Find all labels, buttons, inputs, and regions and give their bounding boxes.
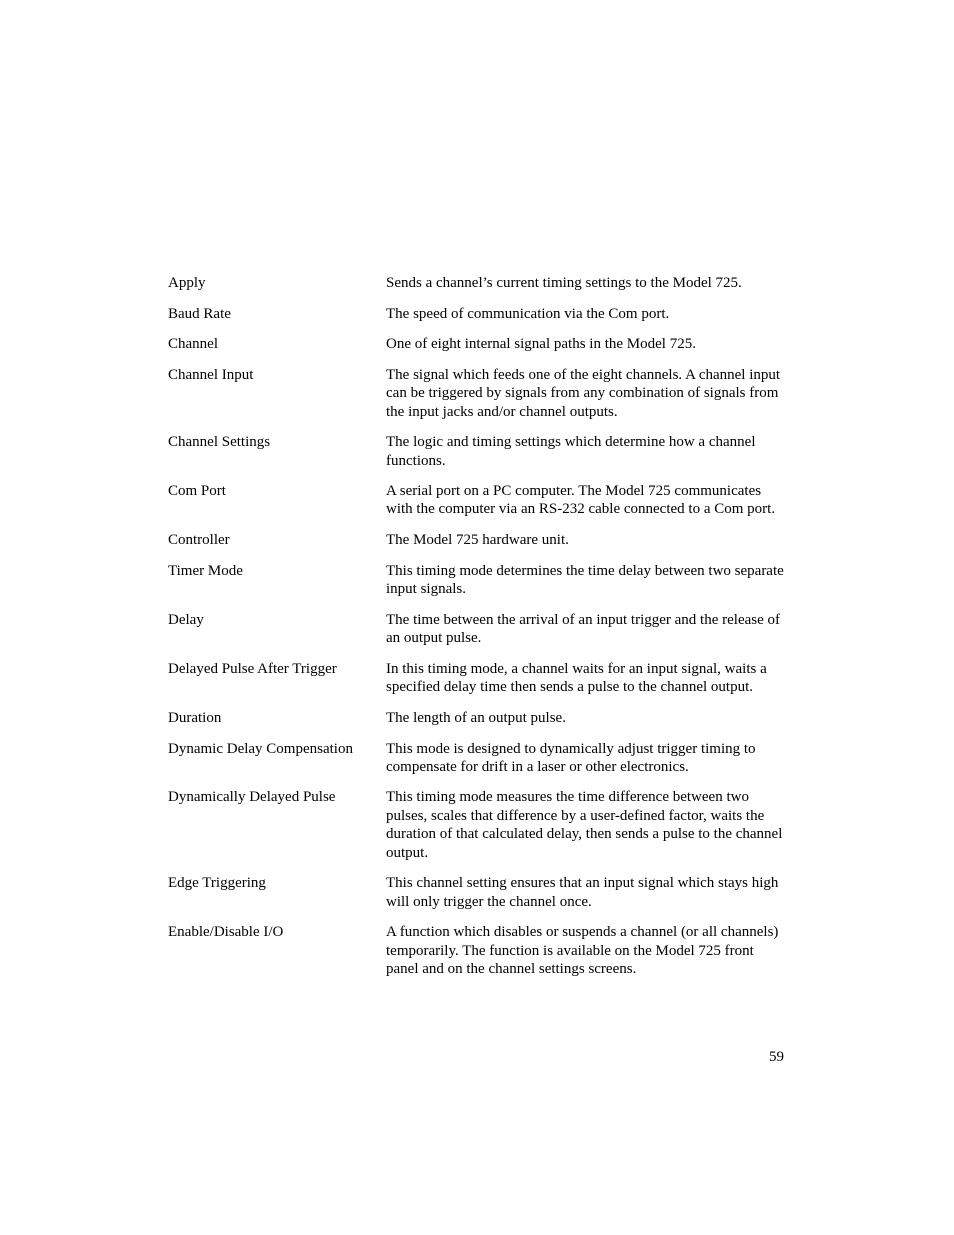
glossary-definition: The Model 725 hardware unit.	[386, 531, 569, 548]
glossary-definition: The time between the arrival of an input trigger and the release of an output pulse.	[386, 611, 780, 647]
glossary-definition: The speed of communication via the Com port.	[386, 305, 670, 322]
glossary-entry	[168, 335, 788, 353]
glossary-term: Dynamically Delayed Pulse	[168, 789, 336, 806]
glossary-entry	[168, 660, 788, 697]
glossary-term: Duration	[168, 709, 222, 726]
glossary-term: Dynamic Delay Compensation	[168, 740, 353, 757]
glossary-definition: The logic and timing settings which determine how a channel functions.	[386, 434, 756, 469]
glossary-definition: The length of an output pulse.	[386, 709, 566, 726]
glossary-term: Enable/Disable I/O	[168, 924, 284, 941]
glossary-definition: A serial port on a PC computer. The Model 725 communicates with the computer via an RS-232 cable connected to a Com port.	[386, 482, 776, 518]
glossary-definition: The signal which feeds one of the eight channels. A channel input can be triggered by signals from any combination of signals from the input jacks and/or channel outputs.	[386, 366, 781, 420]
glossary-term: Edge Triggering	[168, 875, 266, 892]
glossary-entry	[168, 482, 788, 519]
glossary-entry	[168, 874, 788, 911]
glossary-definition: One of eight internal signal paths in the Model 725.	[386, 335, 696, 352]
glossary-list	[168, 274, 788, 978]
glossary-entry	[168, 531, 788, 549]
glossary-definition: This timing mode measures the time difference between two pulses, scales that difference by a user-defined factor, waits the duration of that calculated delay, then sends a pulse to the channel output.	[386, 789, 783, 861]
glossary-term: Delayed Pulse After Trigger	[168, 660, 337, 677]
glossary-definition: Sends a channel’s current timing settings to the Model 725.	[386, 275, 742, 291]
glossary-entry	[168, 923, 788, 978]
glossary-entry	[168, 305, 788, 323]
glossary-entry	[168, 611, 788, 648]
glossary-term: Baud Rate	[168, 305, 231, 322]
glossary-term: Timer Mode	[168, 562, 243, 579]
glossary-term: Channel Input	[168, 366, 254, 383]
glossary-definition: A function which disables or suspends a channel (or all channels) temporarily. The function is available on the Model 725 front panel and on the channel settings screens.	[386, 924, 779, 978]
page-number: 59	[769, 1049, 784, 1065]
glossary-term: Apply	[168, 275, 206, 291]
glossary-entry	[168, 562, 788, 599]
glossary-term: Channel	[168, 335, 218, 352]
glossary-entry	[168, 433, 788, 470]
glossary-term: Channel Settings	[168, 434, 271, 451]
glossary-term: Controller	[168, 531, 230, 548]
glossary-definition: This mode is designed to dynamically adjust trigger timing to compensate for drift in a laser or other electronics.	[386, 740, 756, 776]
glossary-entry	[168, 274, 788, 292]
glossary-term: Delay	[168, 611, 204, 628]
glossary-term: Com Port	[168, 482, 226, 499]
glossary-definition: This timing mode determines the time delay between two separate input signals.	[386, 562, 784, 598]
glossary-definition: This channel setting ensures that an input signal which stays high will only trigger the channel once.	[386, 875, 779, 910]
glossary-entry	[168, 788, 788, 862]
glossary-entry	[168, 366, 788, 421]
glossary-entry	[168, 740, 788, 777]
glossary-entry	[168, 709, 788, 727]
glossary-definition: In this timing mode, a channel waits for an input signal, waits a specified delay time then sends a pulse to the channel output.	[386, 660, 767, 696]
